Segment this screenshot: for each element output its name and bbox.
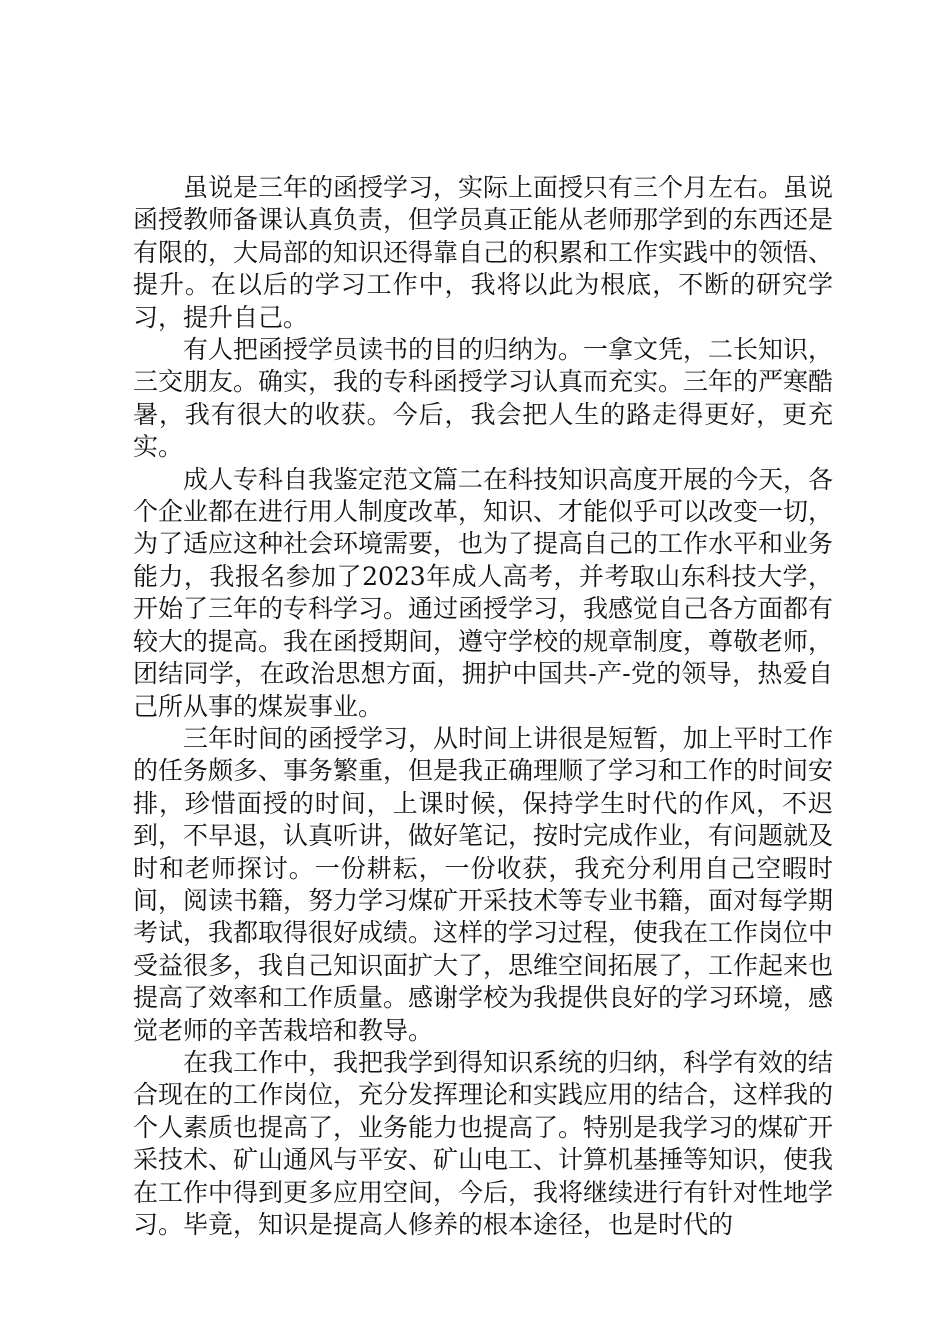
paragraph-2: 有人把函授学员读书的目的归纳为。一拿文凭，二长知识，三交朋友。确实，我的专科函授学习认真而充实。三年的严寒酷暑，我有很大的收获。今后，我会把人生的路走得更好，更充实。: [133, 335, 834, 462]
paragraph-3: 成人专科自我鉴定范文篇二在科技知识高度开展的今天，各个企业都在进行用人制度改革，知识、才能似乎可以改变一切，为了适应这种社会环境需要，也为了提高自己的工作水平和业务能力，我报名参加了2023年成人高考，并考取山东科技大学，开始了三年的专科学习。通过函授学习，我感觉自己各方面都有较大的提高。我在函授期间，遵守学校的规章制度，尊敬老师，团结同学，在政治思想方面，拥护中国共-产-党的领导，热爱自己所从事的煤炭事业。: [133, 464, 834, 721]
paragraph-1: 虽说是三年的函授学习，实际上面授只有三个月左右。虽说函授教师备课认真负责，但学员真正能从老师那学到的东西还是有限的，大局部的知识还得靠自己的积累和工作实践中的领悟、提升。在以后的学习工作中，我将以此为根底，不断的研究学习，提升自己。: [133, 173, 834, 332]
paragraph-4: 三年时间的函授学习，从时间上讲很是短暂，加上平时工作的任务颇多、事务繁重，但是我正确理顺了学习和工作的时间安排，珍惜面授的时间，上课时候，保持学生时代的作风，不迟到，不早退，认真听讲，做好笔记，按时完成作业，有问题就及时和老师探讨。一份耕耘，一份收获，我充分利用自己空暇时间，阅读书籍，努力学习煤矿开采技术等专业书籍，面对每学期考试，我都取得很好成绩。这样的学习过程，使我在工作岗位中受益很多，我自己知识面扩大了，思维空间拓展了，工作起来也提高了效率和工作质量。感谢学校为我提供良好的学习环境，感觉老师的辛苦栽培和教导。: [133, 723, 834, 1045]
document-body: [133, 172, 833, 1241]
paragraph-5: 在我工作中，我把我学到得知识系统的归纳，科学有效的结合现在的工作岗位，充分发挥理论和实践应用的结合，这样我的个人素质也提高了，业务能力也提高了。特别是我学习的煤矿开采技术、矿山通风与平安、矿山电工、计算机基捶等知识，使我在工作中得到更多应用空间，今后，我将继续进行有针对性地学习。毕竟，知识是提高人修养的根本途径，也是时代的: [133, 1047, 834, 1239]
